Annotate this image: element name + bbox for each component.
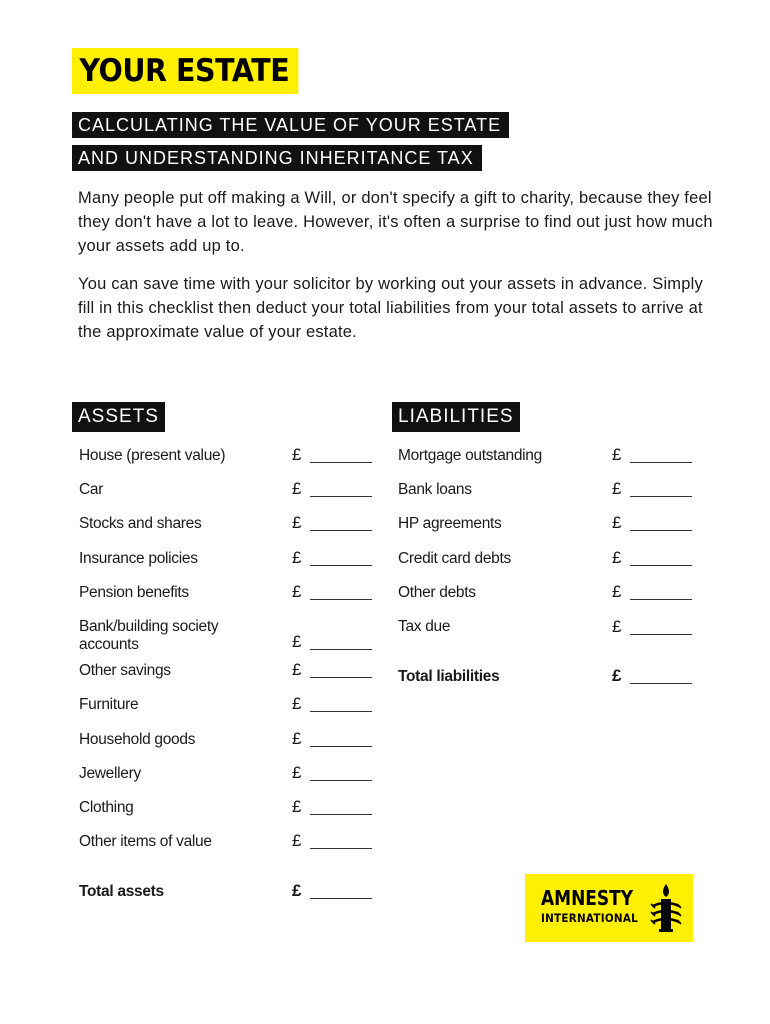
currency-symbol: £	[292, 548, 302, 567]
liability-field-other-debts[interactable]	[630, 599, 692, 600]
currency-symbol: £	[292, 632, 302, 651]
currency-symbol: £	[612, 445, 622, 464]
asset-label-car: Car	[79, 481, 104, 498]
currency-symbol: £	[612, 666, 622, 685]
asset-field-clothing[interactable]	[310, 814, 372, 815]
liabilities-total-label: Total liabilities	[398, 668, 500, 685]
asset-label-other-items: Other items of value	[79, 833, 212, 850]
amnesty-logo	[525, 874, 693, 942]
asset-label-furniture: Furniture	[79, 696, 139, 713]
asset-field-car[interactable]	[310, 496, 372, 497]
asset-field-stocks[interactable]	[310, 530, 372, 531]
liability-field-tax-due[interactable]	[630, 634, 692, 635]
asset-field-other-savings[interactable]	[310, 677, 372, 678]
liability-label-tax-due: Tax due	[398, 618, 451, 635]
subtitle-line-1: CALCULATING THE VALUE OF YOUR ESTATE	[72, 112, 509, 138]
asset-field-pension[interactable]	[310, 599, 372, 600]
currency-symbol: £	[612, 548, 622, 567]
asset-label-clothing: Clothing	[79, 799, 134, 816]
page-title: YOUR ESTATE	[72, 48, 298, 94]
currency-symbol: £	[612, 617, 622, 636]
asset-field-furniture[interactable]	[310, 711, 372, 712]
candle-barbed-wire-icon	[649, 882, 683, 934]
liability-field-mortgage[interactable]	[630, 462, 692, 463]
currency-symbol: £	[292, 479, 302, 498]
asset-label-household-goods: Household goods	[79, 731, 196, 748]
currency-symbol: £	[612, 513, 622, 532]
currency-symbol: £	[612, 582, 622, 601]
intro-paragraph-1: Many people put off making a Will, or don't specify a gift to charity, because they feel they don't have a lot to leave. However, it's often a surprise to find out just how much your assets add up to.	[78, 189, 713, 255]
asset-field-bank-accounts[interactable]	[310, 649, 372, 650]
liabilities-heading: LIABILITIES	[392, 402, 520, 432]
liability-label-bank-loans: Bank loans	[398, 481, 472, 498]
assets-total-label: Total assets	[79, 883, 164, 900]
currency-symbol: £	[292, 831, 302, 850]
currency-symbol: £	[292, 513, 302, 532]
currency-symbol: £	[292, 445, 302, 464]
assets-heading: ASSETS	[72, 402, 165, 432]
currency-symbol: £	[292, 694, 302, 713]
asset-label-stocks: Stocks and shares	[79, 515, 202, 532]
asset-field-insurance[interactable]	[310, 565, 372, 566]
liability-label-mortgage: Mortgage outstanding	[398, 447, 542, 464]
intro-paragraph-2: You can save time with your solicitor by working out your assets in advance. Simply fill in this checklist then deduct your total liabilities from your total assets to arrive at the approximate value of your estate.	[78, 275, 703, 341]
asset-field-other-items[interactable]	[310, 848, 372, 849]
asset-label-insurance: Insurance policies	[79, 550, 198, 567]
currency-symbol: £	[612, 479, 622, 498]
currency-symbol: £	[292, 582, 302, 601]
asset-field-house[interactable]	[310, 462, 372, 463]
asset-field-jewellery[interactable]	[310, 780, 372, 781]
logo-subtitle: INTERNATIONAL	[541, 911, 638, 925]
liability-label-other-debts: Other debts	[398, 584, 476, 601]
asset-label-pension: Pension benefits	[79, 584, 189, 601]
asset-label-jewellery: Jewellery	[79, 765, 141, 782]
assets-total-field[interactable]	[310, 898, 372, 899]
logo-name: AMNESTY	[541, 886, 634, 910]
currency-symbol: £	[292, 797, 302, 816]
asset-label-other-savings: Other savings	[79, 662, 171, 679]
asset-field-household-goods[interactable]	[310, 746, 372, 747]
currency-symbol: £	[292, 881, 302, 900]
asset-label-house: House (present value)	[79, 447, 226, 464]
liability-label-credit-card: Credit card debts	[398, 550, 511, 567]
subtitle-line-2: AND UNDERSTANDING INHERITANCE TAX	[72, 145, 482, 171]
currency-symbol: £	[292, 763, 302, 782]
liability-field-bank-loans[interactable]	[630, 496, 692, 497]
liabilities-total-field[interactable]	[630, 683, 692, 684]
currency-symbol: £	[292, 660, 302, 679]
liability-label-hp: HP agreements	[398, 515, 502, 532]
asset-label-bank-accounts: Bank/building society accounts	[79, 618, 219, 653]
liability-field-hp[interactable]	[630, 530, 692, 531]
liability-field-credit-card[interactable]	[630, 565, 692, 566]
currency-symbol: £	[292, 729, 302, 748]
